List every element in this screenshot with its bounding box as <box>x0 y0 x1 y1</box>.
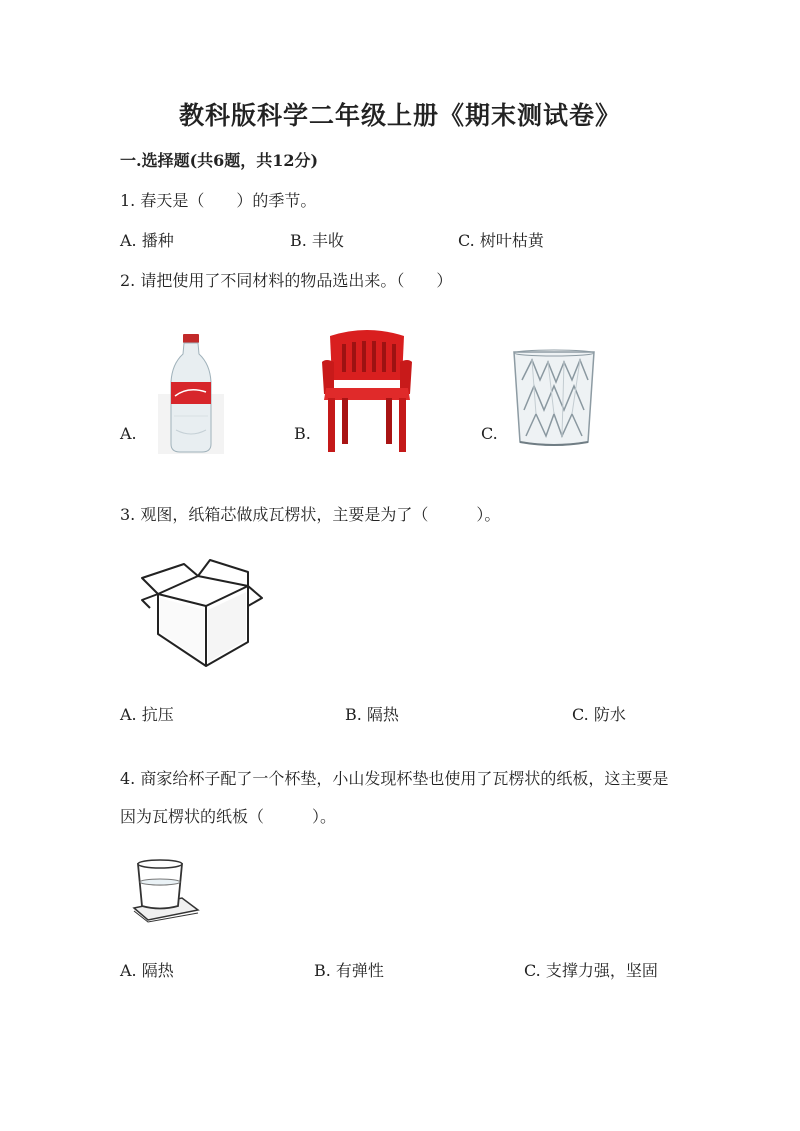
cardboard-box-image <box>136 558 266 670</box>
question-3-option-b[interactable]: B. 隔热 <box>345 705 399 724</box>
page-title: 教科版科学二年级上册《期末测试卷》 <box>178 101 621 130</box>
glass-cup-image <box>512 350 596 448</box>
question-3-option-c[interactable]: C. 防水 <box>572 705 626 724</box>
question-2-option-c[interactable]: C. <box>481 424 498 443</box>
question-2-stem: 2. 请把使用了不同材料的物品选出来。（ ） <box>120 271 453 290</box>
question-3-option-a[interactable]: A. 抗压 <box>120 705 174 724</box>
question-4-option-a[interactable]: A. 隔热 <box>120 961 174 980</box>
question-1-option-c[interactable]: C. 树叶枯黄 <box>458 231 544 250</box>
question-1-stem: 1. 春天是（ ）的季节。 <box>120 191 317 210</box>
plastic-bottle-image <box>158 334 224 454</box>
question-4-stem-line-1: 4. 商家给杯子配了一个杯垫，小山发现杯垫也使用了瓦楞状的纸板，这主要是 <box>120 769 669 788</box>
question-4-option-b[interactable]: B. 有弹性 <box>314 961 384 980</box>
bottle-label <box>171 382 211 404</box>
cup-on-coaster-image <box>124 858 200 922</box>
question-1-option-a[interactable]: A. 播种 <box>120 231 174 250</box>
question-1-option-b[interactable]: B. 丰收 <box>290 231 344 250</box>
question-4-option-c[interactable]: C. 支撑力强，坚固 <box>524 961 658 980</box>
section-heading: 一.选择题(共6题，共12分) <box>120 151 319 170</box>
question-4-stem-line-2: 因为瓦楞状的纸板（ ）。 <box>120 807 337 826</box>
question-3-stem: 3. 观图，纸箱芯做成瓦楞状，主要是为了（ ）。 <box>120 505 501 524</box>
question-2-option-b[interactable]: B. <box>294 424 311 443</box>
plastic-chair-image <box>320 328 414 454</box>
question-2-option-a[interactable]: A. <box>120 424 137 443</box>
